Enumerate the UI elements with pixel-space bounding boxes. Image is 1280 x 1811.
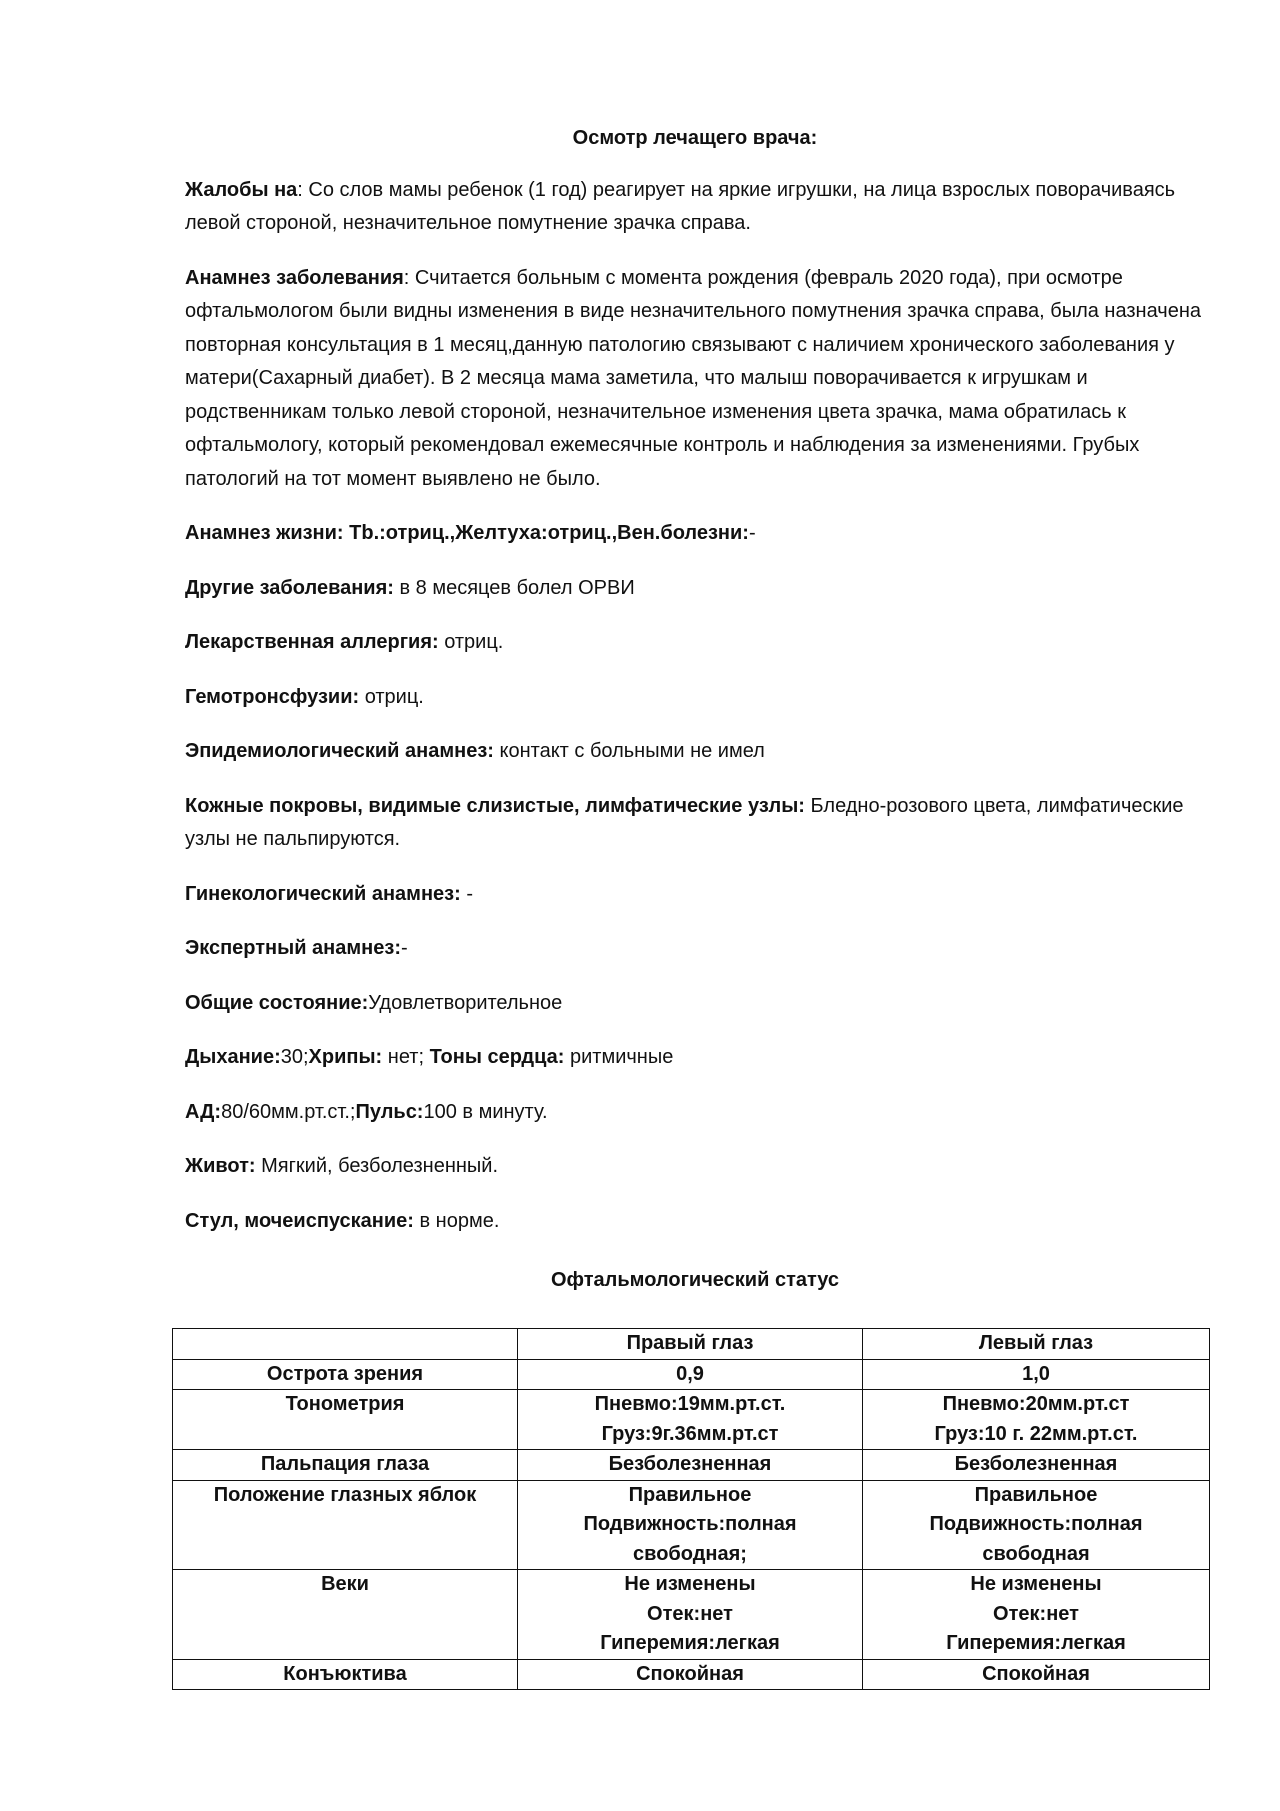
table-cell-line: Веки [321,1573,369,1595]
table-cell [518,1390,863,1450]
paragraph-label: Другие заболевания: [185,576,394,599]
paragraph-text: - [401,937,408,959]
breathing-value: 30; [280,1046,309,1068]
paragraph-text: Бледно-розового цвета, лимфатические узлы не пальпируются. [185,794,1184,850]
table-cell [863,1390,1210,1450]
paragraph-text: контакт с больными не имел [493,740,765,762]
paragraph-label: Лекарственная аллергия: [185,631,439,653]
table-header-cell: Правый глаз [518,1329,863,1360]
paragraph-text: Удовлетворительное [368,991,563,1014]
paragraph-text: в норме. [413,1209,500,1232]
table-cell [173,1359,518,1390]
table-row [173,1450,1210,1481]
disease-history-paragraph [185,262,1205,497]
breathing-label: Дыхание: [185,1046,281,1068]
rales-value: нет; [382,1046,430,1068]
table-cell-line: Пневмо:19мм.рт.ст. [594,1393,786,1415]
blood-pressure-label: АД: [185,1100,222,1123]
table-cell-line: Отек:нет [647,1602,733,1625]
table-cell [518,1480,863,1570]
paragraph-label: Экспертный анамнез: [185,937,401,959]
paragraph-label: Живот: [185,1155,256,1177]
table-cell-line: Безболезненная [954,1453,1118,1475]
paragraph-label: Жалобы на [185,178,298,201]
table-row [173,1570,1210,1660]
paragraph-label: Анамнез заболевания [185,266,404,289]
heart-tones-value: ритмичные [564,1046,674,1068]
table-cell-line: свободная [982,1542,1090,1565]
paragraph-label: Гемотронсфузии: [185,685,360,708]
table-cell-line: Не изменены [970,1573,1102,1595]
table-cell-line: Спокойная [982,1662,1090,1685]
blood-pressure-value: 80/60мм.рт.ст.; [221,1100,356,1123]
table-cell [173,1659,518,1690]
table-cell-line: Подвижность:полная [583,1513,797,1535]
table-cell [173,1480,518,1570]
table-cell [173,1390,518,1450]
table-cell-line: Груз:10 г. 22мм.рт.ст. [934,1422,1138,1445]
table-cell [173,1450,518,1481]
epidemiology-paragraph [185,735,1205,769]
paragraph-label: Эпидемиологический анамнез: [185,740,494,762]
paragraph-text: отриц. [359,685,424,708]
table-cell-line: Спокойная [636,1662,744,1685]
drug-allergy-paragraph [185,626,1205,660]
table-cell-line: Гиперемия:легкая [946,1632,1126,1654]
blood-pressure-paragraph [185,1096,1205,1130]
table-cell-line: Отек:нет [993,1602,1079,1625]
paragraph-label: Общие состояние: [185,991,369,1014]
paragraph-text: - [460,882,473,905]
pulse-value: 100 в минуту. [423,1100,548,1123]
table-cell-line: 1,0 [1022,1362,1050,1385]
table-cell-line: Безболезненная [608,1453,772,1475]
table-row [173,1480,1210,1570]
page-title: Осмотр лечащего врача: [572,127,818,149]
stool-urination-paragraph [185,1205,1205,1239]
table-cell [518,1570,863,1660]
rales-label: Хрипы: [308,1046,383,1068]
ophthalmology-status-table [172,1328,1210,1690]
table-header-cell: Левый глаз [863,1329,1210,1360]
table-header-cell [173,1329,518,1360]
paragraph-label: Гинекологический анамнез: [185,882,461,905]
abdomen-paragraph [185,1150,1205,1184]
table-cell-line: Правильное [628,1483,752,1506]
table-cell-line: Правильное [974,1483,1098,1506]
table-row [173,1390,1210,1450]
heart-tones-label: Тоны сердца: [429,1046,565,1068]
paragraph-text: : Со слов мамы ребенок (1 год) реагирует на яркие игрушки, на лица взрослых поворачиваясь левой стороной, незначительное помутнение зрачка справа. [185,178,1176,234]
table-cell [518,1450,863,1481]
table-cell [863,1480,1210,1570]
gynecology-paragraph [185,878,1205,912]
table-cell [863,1570,1210,1660]
transfusion-paragraph [185,681,1205,715]
table-cell-line: Острота зрения [266,1362,424,1385]
pulse-label: Пульс: [355,1100,424,1123]
breathing-paragraph [185,1041,1205,1075]
table-cell-line: свободная; [633,1542,747,1565]
general-state-paragraph [185,987,1205,1021]
table-cell-line: 0,9 [676,1362,704,1385]
table-cell [863,1359,1210,1390]
paragraph-text: Мягкий, безболезненный. [255,1155,499,1177]
table-header-row [173,1329,1210,1360]
table-cell [518,1359,863,1390]
complaints-paragraph [185,174,1205,241]
paragraph-label: Анамнез жизни: Tb.:отриц.,Желтуха:отриц.,Вен.болезни: [185,522,749,544]
document-body [185,122,1205,1316]
paragraph-text: в 8 месяцев болел ОРВИ [393,576,635,599]
table-cell [173,1570,518,1660]
paragraph-text: : Считается больным с момента рождения (февраль 2020 года), при осмотре офтальмологом были видны изменения в виде незначительного помутнения зрачка справа, была назначена повторная консультация в 1 месяц,данную патологию связывают с наличием хронического заболевания у матери(Сахарный диабет). В 2 месяца мама заметила, что малыш поворачивается к игрушкам и родственникам только левой стороной, незначительное изменения цвета зрачка, мама обратилась к офтальмологу, который рекомендовал ежемесячные контроль и наблюдения за изменениями. Грубых патологий на тот момент выявлено не было. [185,266,1201,490]
table-cell [518,1659,863,1690]
table-cell-line: Груз:9г.36мм.рт.ст [601,1422,779,1445]
paragraph-text: - [748,522,756,544]
table-cell-line: Пальпация глаза [260,1453,430,1475]
table-cell-line: Тонометрия [285,1393,405,1415]
table-cell-line: Гиперемия:легкая [600,1632,780,1654]
table-row [173,1359,1210,1390]
table-cell-line: Не изменены [624,1573,756,1595]
other-diseases-paragraph [185,572,1205,606]
paragraph-label: Стул, мочеиспускание: [185,1209,414,1232]
table-row [173,1659,1210,1690]
table-cell-line: Положение глазных яблок [213,1483,477,1506]
table-title: Офтальмологический статус [550,1269,840,1291]
paragraph-text: отриц. [438,631,504,653]
expert-history-paragraph [185,932,1205,966]
paragraph-label: Кожные покровы, видимые слизистые, лимфатические узлы: [185,794,805,817]
table-cell [863,1450,1210,1481]
table-cell-line: Пневмо:20мм.рт.ст [942,1393,1130,1415]
table-cell [863,1659,1210,1690]
table-cell-line: Подвижность:полная [929,1513,1143,1535]
skin-lymph-paragraph [185,790,1205,857]
table-cell-line: Конъюктива [283,1662,407,1685]
life-history-paragraph [185,517,1205,551]
